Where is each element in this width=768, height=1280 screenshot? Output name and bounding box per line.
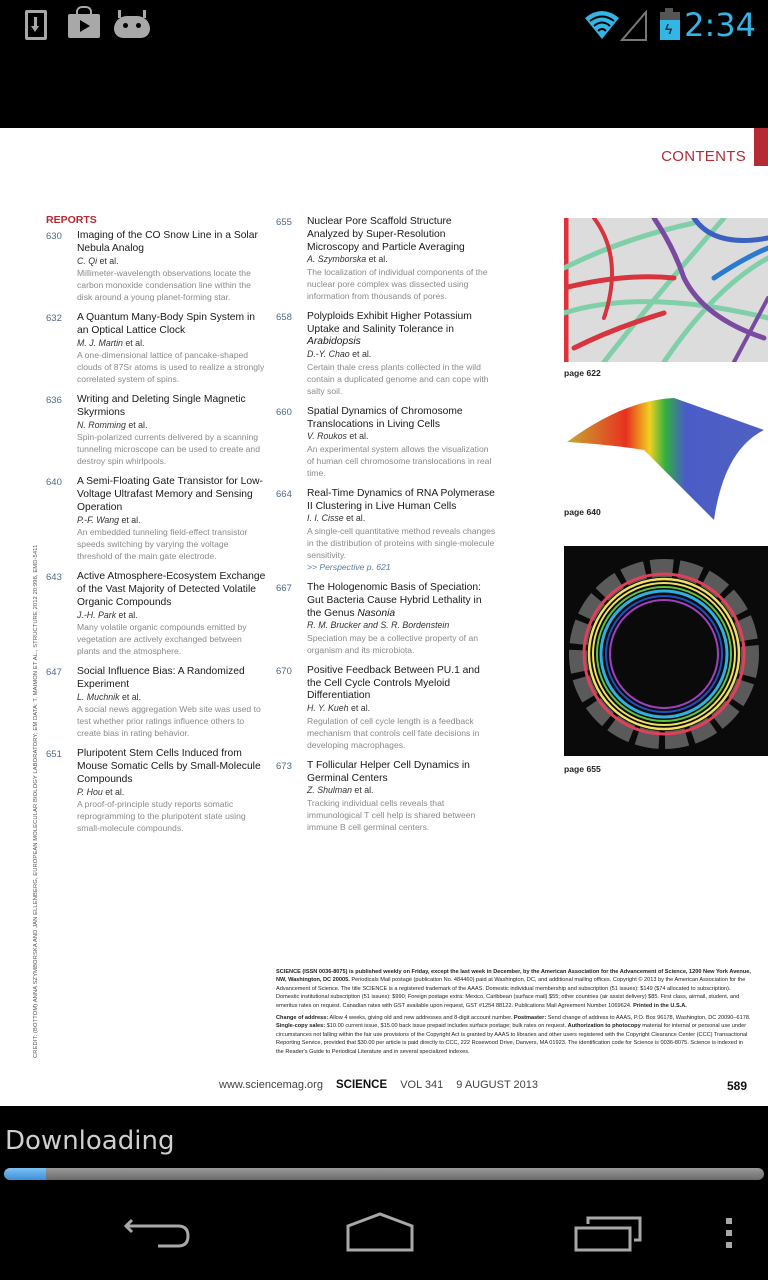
image-credit: CREDIT: (BOTTOM) ANNA SZYMBORSKA AND JAN ELLENBERG, EUROPEAN MOLECULAR BIOLOGY LABORATORY; EM DATA: T. MAIMON ET AL., STRUCTURE 2012 20:998, EMD-5411 [33,544,39,1058]
recent-apps-icon [568,1206,648,1256]
download-label: Downloading [5,1126,175,1156]
article-authors: Z. Shulman et al. [307,785,374,796]
article-title: Writing and Deleting Single Magnetic Skyrmions [77,394,246,418]
article-authors: L. Muchnik et al. [77,691,142,702]
nuclear-pore-ring-image[interactable] [564,546,768,756]
toc-entry[interactable] [46,571,266,657]
footer-date: 9 AUGUST 2013 [456,1079,538,1091]
page-number: 630 [46,231,62,242]
article-summary: An experimental system allows the visualization of human cell chromosome translocations in real time. [307,443,492,478]
page-footer [219,1079,747,1091]
article-summary: Speciation may be a collective property of an organism and its microbiota. [307,632,479,655]
article-title: Positive Feedback Between PU.1 and the Cell Cycle Controls Myeloid Differentiation [307,664,480,702]
toc-entry[interactable] [46,476,266,562]
download-progress-fill [4,1168,46,1180]
download-progress-bar [4,1168,764,1180]
figure-caption: page 640 [564,507,601,517]
article-summary: An embedded tunneling field-effect transistor speeds switching by varying the voltage threshold of the main gate electrode. [77,527,248,562]
contents-header: CONTENTS [661,148,746,165]
publication-fineprint: SCIENCE (ISSN 0036-8075) is published weekly on Friday, except the last week in December, by the American Association for the Advancement of Science, 1200 New York Avenue, NW, Washington, DC 20005. Periodicals Mail postage (publication No. 484460) paid at Washington, DC, and additional mailing offices. Copyright © 2013 by the American Association for the Advancement of Science. The title SCIENCE is a registered trademark of the AAAS. Domestic individual membership and subscription (51 issues): $149 ($74 allocated to subscription). Domestic institutional subscription (51 issues): $990; Foreign postage extra: Mexico, Caribbean (surface mail) $55; other countries (air assist delivery) $85. First class, airmail, student, and emeritus rates on request. Canadian rates with GST available upon request, GST #1254 88122. Publications Mail Agreement Number 1069624. Printed in the U.S.A. Change of address: Allow 4 weeks, giving old and new addresses and 8-digit account number. Postmaster: Send change of address to AAAS, P.O. Box 96178, Washington, DC 20090–6178. Single-copy sales: $10.00 current issue, $15.00 back issue prepaid includes surface postage; bulk rates on request. Authorization to photocopy material for internal or personal use under circumstances not falling within the fair use provisions of the Copyright Act is granted by AAAS to libraries and other users registered with the Copyright Clearance Center (CCC) Transactional Reporting Service, provided that $30.00 per article is paid directly to CCC, 222 Rosewood Drive, Danvers, MA 01923. The identification code for Science is 0036-8075. Science is indexed in the Reader's Guide to Periodical Literature and in several specialized indexes. [276,969,751,1055]
cell-signal-icon [620,10,648,42]
page-number: 643 [46,572,62,584]
top-spacer [0,50,768,128]
article-title: Imaging of the CO Snow Line in a Solar Nebula Analog [77,230,258,254]
document-page[interactable] [0,128,768,1106]
article-authors: N. Romming et al. [77,419,148,430]
article-title: Social Influence Bias: A Randomized Experiment [77,666,245,690]
article-authors: V. Roukos et al. [307,431,369,442]
toc-entry[interactable] [46,312,266,385]
page-number: 640 [46,477,62,489]
system-nav-bar [0,1186,768,1280]
reports-column-middle [276,216,496,842]
article-authors: J.-H. Park et al. [77,609,138,620]
article-summary: Regulation of cell cycle length is a feedback mechanism that controls cell fate decisions in developing macrophages. [307,715,480,750]
article-summary: Certain thale cress plants collected in the wild contain a duplicated genome and can cope with salty soil. [307,361,489,396]
contents-tab-marker [754,128,768,166]
clock: 2:34 [684,6,756,44]
article-authors: M. J. Martin et al. [77,337,145,348]
article-authors: R. M. Brucker and S. R. Bordenstein [307,620,450,631]
toc-entry[interactable] [46,230,266,303]
article-title: Pluripotent Stem Cells Induced from Mouse Somatic Cells by Small-Molecule Compounds [77,748,261,785]
recent-apps-button[interactable] [568,1206,648,1256]
back-button[interactable] [118,1206,198,1256]
page-number: 660 [276,406,292,418]
toc-entry[interactable] [276,665,496,751]
article-title: Spatial Dynamics of Chromosome Translocations in Living Cells [307,405,463,430]
article-title: T Follicular Helper Cell Dynamics in Germinal Centers [307,759,470,784]
article-summary: Millimeter-wavelength observations locate the carbon monoxide condensation line within the disk around a young planet-forming star. [77,268,251,303]
page-number: 651 [46,749,62,761]
toc-entry[interactable] [276,582,496,656]
page-number: 673 [276,760,292,772]
toc-entry[interactable] [46,748,266,834]
toc-entry[interactable] [276,488,496,573]
footer-page-number: 589 [726,1079,747,1093]
page-number: 636 [46,395,62,407]
article-title: Active Atmosphere-Ecosystem Exchange of the Vast Majority of Detected Volatile Organic Compounds [77,571,266,608]
back-icon [118,1206,198,1256]
home-button[interactable] [340,1206,420,1256]
overflow-menu-icon [715,1206,745,1256]
page-number: 632 [46,313,62,325]
article-summary: Many volatile organic compounds emitted by vegetation are actively exchanged between plants and the atmosphere. [77,622,247,657]
status-bar [0,0,768,50]
article-summary: The localization of individual components of the nuclear pore complex was dissected using information from thousands of pores. [307,266,488,301]
page-number: 655 [276,217,292,228]
article-summary: Spin-polarized currents delivered by a scanning tunneling microscope can be used to create and destroy spin whirlpools. [77,432,260,467]
article-authors: C. Qi et al. [77,255,119,266]
download-icon [25,10,47,40]
toc-entry[interactable] [276,311,496,397]
article-authors: P. Hou et al. [77,786,125,797]
page-number: 658 [276,311,292,323]
wifi-icon [584,10,620,40]
figure-caption: page 622 [564,368,601,378]
figure-caption: page 655 [564,764,601,774]
article-title: Nuclear Pore Scaffold Structure Analyzed by Super-Resolution Microscopy and Particle Averaging [307,216,465,253]
battery-charging-icon: ϟ [660,12,680,40]
page-number: 670 [276,665,292,677]
perspective-link[interactable]: >> Perspective p. 621 [307,561,391,572]
article-title: Real-Time Dynamics of RNA Polymerase II Clustering in Live Human Cells [307,487,495,512]
section-heading: REPORTS [46,214,97,226]
footer-url[interactable]: www.sciencemag.org [219,1079,323,1091]
article-title: The Hologenomic Basis of Speciation: Gut Bacteria Cause Hybrid Lethality in the Genus Nasonia [307,581,482,619]
article-authors: A. Szymborska et al. [307,254,388,265]
article-title: A Quantum Many-Body Spin System in an Optical Lattice Clock [77,312,255,336]
page-number: 664 [276,488,292,500]
footer-journal: SCIENCE [336,1079,388,1091]
toc-entry[interactable] [276,216,496,302]
nuclear-pore-network-image[interactable] [564,218,768,362]
play-store-icon [68,14,100,38]
article-authors: I. I. Cisse et al. [307,513,366,524]
article-authors: P.-F. Wang et al. [77,514,141,525]
article-summary: A one-dimensional lattice of pancake-shaped clouds of 87Sr atoms is used to realize a strongly correlated system of spins. [77,350,265,385]
page-number: 667 [276,582,292,594]
article-summary: A social news aggregation Web site was used to test whether prior ratings influence others to create bias in rating behavior. [77,704,261,739]
article-title: Polyploids Exhibit Higher Potassium Uptake and Salinity Tolerance in Arabidopsis [307,310,472,348]
toc-entry[interactable] [276,760,496,833]
overflow-menu-button[interactable] [715,1206,745,1256]
article-summary: A proof-of-principle study reports somatic reprogramming to the pluripotent state using small-molecule compounds. [77,799,246,834]
home-icon [340,1206,420,1256]
article-authors: H. Y. Kueh et al. [307,703,371,714]
page-number: 647 [46,667,62,679]
toc-entry[interactable] [46,666,266,739]
download-panel [0,1106,768,1186]
android-icon [114,16,150,38]
toc-entry[interactable] [276,406,496,479]
article-summary: Tracking individual cells reveals that immunological T cell help is shared between immune B cell germinal centers. [307,797,476,832]
footer-volume: VOL 341 [400,1079,444,1091]
article-authors: D.-Y. Chao et al. [307,349,372,360]
transistor-surface-plot-image[interactable] [564,390,768,520]
article-summary: A single-cell quantitative method reveals changes in the distribution of proteins with single-molecule sensitivity. [307,525,496,560]
toc-entry[interactable] [46,394,266,467]
reports-column-left [46,214,266,843]
article-title: A Semi-Floating Gate Transistor for Low-Voltage Ultrafast Memory and Sensing Operation [77,476,263,513]
